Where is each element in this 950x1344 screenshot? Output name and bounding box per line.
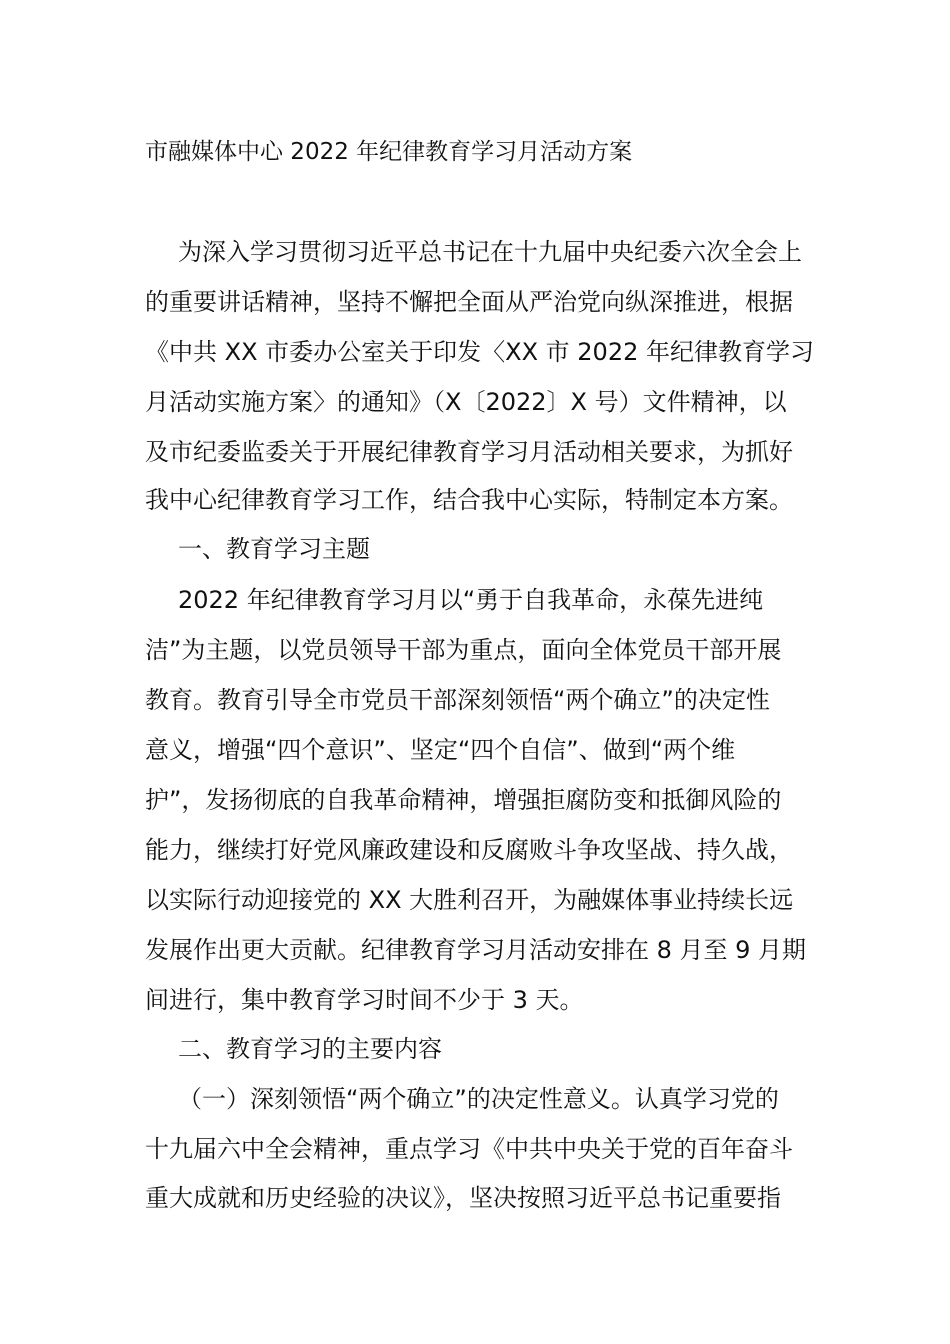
paragraph-line: 的重要讲话精神，坚持不懈把全面从严治党向纵深推进，根据 bbox=[145, 288, 793, 316]
document-title: 市融媒体中心 2022 年纪律教育学习月活动方案 bbox=[145, 139, 633, 165]
paragraph-line: 发展作出更大贡献。纪律教育学习月活动安排在 8 月至 9 月期 bbox=[145, 936, 807, 964]
paragraph-line: 能力，继续打好党风廉政建设和反腐败斗争攻坚战、持久战， bbox=[145, 836, 793, 864]
paragraph-line: （一）深刻领悟“两个确立”的决定性意义。认真学习党的 bbox=[178, 1085, 779, 1113]
paragraph-line: 以实际行动迎接党的 XX 大胜利召开，为融媒体事业持续长远 bbox=[145, 886, 794, 914]
paragraph-line: 及市纪委监委关于开展纪律教育学习月活动相关要求，为抓好 bbox=[145, 438, 793, 466]
paragraph-line: 十九届六中全会精神，重点学习《中共中央关于党的百年奋斗 bbox=[145, 1135, 793, 1163]
paragraph-line: 护”，发扬彻底的自我革命精神，增强拒腐防变和抵御风险的 bbox=[145, 786, 782, 814]
paragraph-line: 月活动实施方案〉的通知》（X〔2022〕X 号）文件精神，以 bbox=[145, 388, 787, 416]
paragraph-line: 意义，增强“四个意识”、坚定“四个自信”、做到“两个维 bbox=[145, 736, 736, 764]
paragraph-line: 教育。教育引导全市党员干部深刻领悟“两个确立”的决定性 bbox=[145, 686, 770, 714]
paragraph-line: 2022 年纪律教育学习月以“勇于自我革命，永葆先进纯 bbox=[178, 586, 764, 614]
paragraph-line: 我中心纪律教育学习工作，结合我中心实际，特制定本方案。 bbox=[145, 486, 793, 514]
section-heading: 一、教育学习主题 bbox=[178, 535, 370, 563]
paragraph-line: 洁”为主题，以党员领导干部为重点，面向全体党员干部开展 bbox=[145, 636, 782, 664]
paragraph-line: 为深入学习贯彻习近平总书记在十九届中央纪委六次全会上 bbox=[178, 238, 802, 266]
paragraph-line: 间进行，集中教育学习时间不少于 3 天。 bbox=[145, 986, 584, 1014]
section-heading: 二、教育学习的主要内容 bbox=[178, 1035, 442, 1063]
paragraph-line: 《中共 XX 市委办公室关于印发〈XX 市 2022 年纪律教育学习 bbox=[145, 338, 814, 366]
paragraph-line: 重大成就和历史经验的决议》，坚决按照习近平总书记重要指 bbox=[145, 1184, 781, 1212]
